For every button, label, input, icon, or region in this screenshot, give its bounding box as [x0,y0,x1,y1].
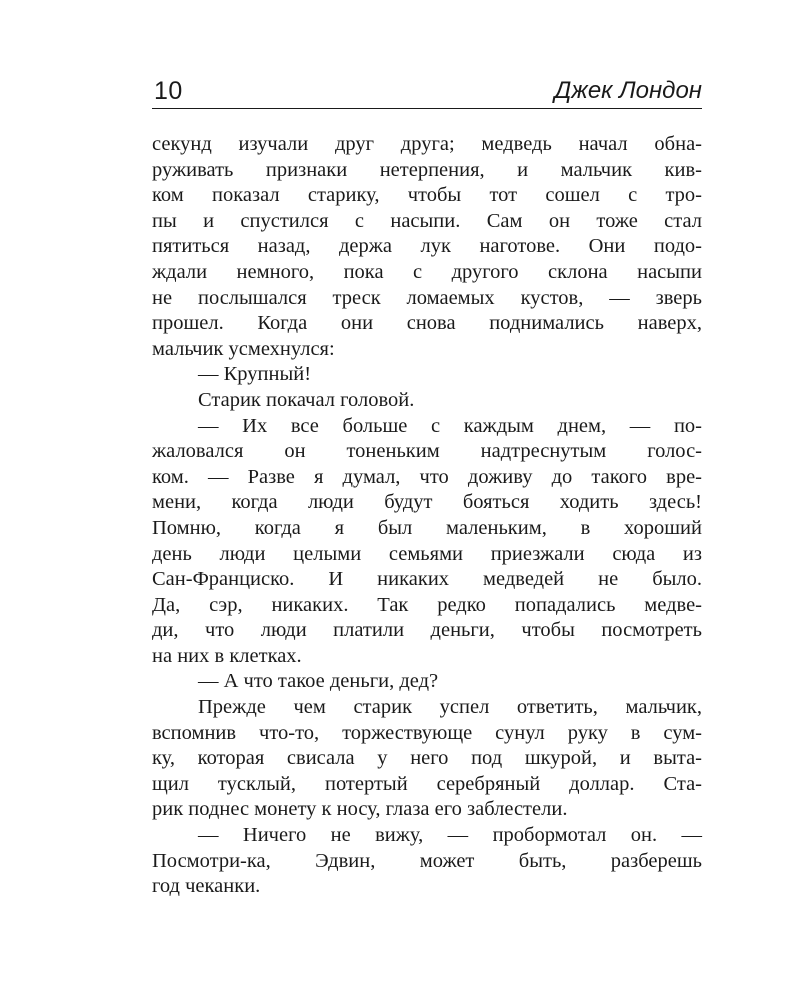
text-line: — Их все больше с каждым днем, — по- [198,414,702,437]
text-line: Прежде чем старик успел ответить, мальчик, [198,696,702,719]
text-line: не послышался треск ломаемых кустов, — зверь [152,286,702,309]
text-line: ждали немного, пока с другого склона насыпи [152,260,702,283]
text-line: вспомнив что-то, торжествующе сунул руку в сум- [152,721,702,744]
page-header [152,74,702,109]
text-line: Да, сэр, никаких. Так редко попадались медве- [152,593,702,616]
text-line: секунд изучали друг друга; медведь начал обна- [152,133,702,155]
text-line: ку, которая свисала у него под шкурой, и выта- [152,747,702,770]
text-line: на них в клетках. [152,644,302,667]
text-line: прошел. Когда они снова поднимались наверх, [152,312,702,335]
text-line: год чеканки. [152,875,261,898]
text-line: Старик покачал головой. [198,388,415,411]
text-line: — Крупный! [198,363,312,386]
text-line: жаловался он тоненьким надтреснутым голос- [152,440,702,463]
page-number: 10 [154,77,183,105]
text-line: Сан-Франциско. И никаких медведей не было. [152,568,702,591]
text-line: Посмотри-ка, Эдвин, может быть, разберешь [152,849,702,872]
text-line: руживать признаки нетерпения, и мальчик кив- [152,158,702,181]
text-line: рик поднес монету к носу, глаза его заблестели. [152,798,568,821]
text-line: пятиться назад, держа лук наготове. Они подо- [152,235,702,258]
text-line: пы и спустился с насыпи. Сам он тоже стал [152,209,702,232]
text-line: день люди целыми семьями приезжали сюда из [152,542,702,565]
text-line: щил тусклый, потертый серебряный доллар. Ста- [152,772,702,795]
text-line: — А что такое деньги, дед? [198,670,439,693]
text-line: мальчик усмехнулся: [152,337,335,360]
text-line: ком. — Разве я думал, что доживу до такого вре- [152,465,702,488]
text-line: Помню, когда я был маленьким, в хороший [152,516,702,539]
running-title: Джек Лондон [554,77,702,104]
text-line: мени, когда люди будут бояться ходить здесь! [152,491,702,514]
body-text [152,132,702,900]
text-line: ком показал старику, чтобы тот сошел с тро- [152,184,702,207]
text-line: ди, что люди платили деньги, чтобы посмотреть [152,619,702,642]
text-line: — Ничего не вижу, — пробормотал он. — [198,824,702,847]
